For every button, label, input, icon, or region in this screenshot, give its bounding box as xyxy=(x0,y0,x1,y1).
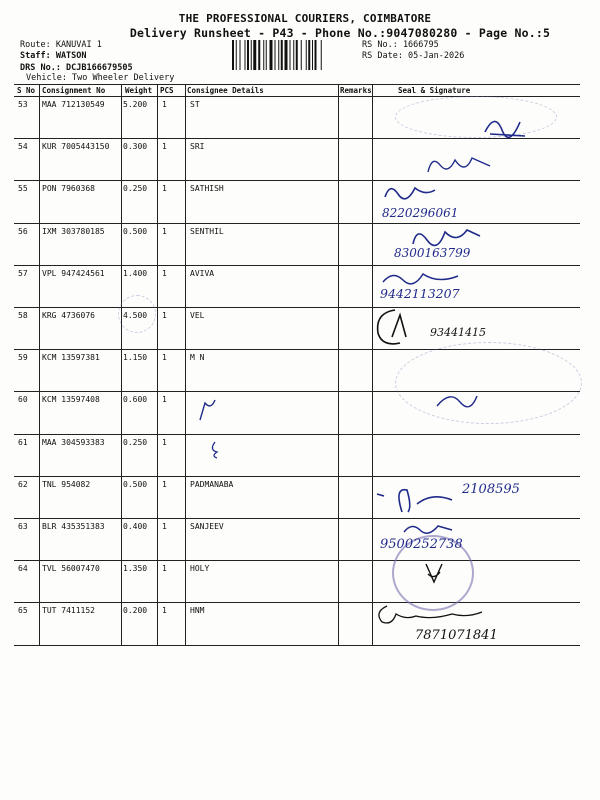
row-weight: 0.500 xyxy=(123,226,148,236)
barcode-bar xyxy=(308,40,310,70)
signature-scribble xyxy=(420,150,500,180)
table-rule xyxy=(14,223,580,224)
row-weight: 0.300 xyxy=(123,142,148,152)
barcode-bar xyxy=(290,40,291,70)
signature-scribble xyxy=(480,112,530,142)
row-weight: 0.600 xyxy=(123,395,148,405)
barcode-bar xyxy=(266,40,267,70)
rs-number: RS No.: 1666795 xyxy=(362,40,439,50)
barcode-bar xyxy=(285,40,288,70)
barcode-bar xyxy=(278,40,279,70)
row-weight: 0.250 xyxy=(123,184,148,194)
barcode-bar xyxy=(247,40,249,70)
row-weight: 0.500 xyxy=(123,479,148,489)
row-consignee: HNM xyxy=(190,606,205,616)
row-sno: 53 xyxy=(18,100,28,109)
signature-scribble xyxy=(400,520,460,538)
table-rule xyxy=(14,307,580,308)
signature-scribble xyxy=(378,268,468,288)
col-consignment: Consignment No xyxy=(42,86,106,95)
row-consignee: HOLY xyxy=(190,564,210,574)
signature-scribble xyxy=(432,388,482,410)
barcode-bar xyxy=(240,40,241,70)
row-sno: 56 xyxy=(18,226,28,236)
barcode-bar xyxy=(293,40,294,70)
row-consignment-no: KCM 13597381 xyxy=(42,353,100,363)
stamp-impression xyxy=(118,295,156,333)
row-consignment-no: TVL 56007470 xyxy=(42,564,100,574)
barcode-bar xyxy=(306,40,307,70)
row-sno: 55 xyxy=(18,184,28,194)
row-weight: 1.350 xyxy=(123,564,148,574)
row-sno: 61 xyxy=(18,437,28,447)
table-rule xyxy=(14,518,580,519)
row-weight: 5.200 xyxy=(123,100,148,109)
row-sno: 54 xyxy=(18,142,28,152)
signature-phone: 93441415 xyxy=(430,326,486,339)
barcode-bar xyxy=(232,40,234,70)
table-rule xyxy=(14,560,580,561)
col-pcs: PCS xyxy=(160,86,174,95)
row-consignment-no: KCM 13597408 xyxy=(42,395,100,405)
row-consignee: M N xyxy=(190,353,205,363)
barcode-bar xyxy=(296,40,298,70)
staff-label: Staff: WATSON xyxy=(20,51,87,61)
table-rule xyxy=(157,84,158,645)
row-pcs: 1 xyxy=(162,395,167,405)
signature-phone: 8220296061 xyxy=(382,206,459,220)
row-weight: 0.250 xyxy=(123,437,148,447)
signature-scribble xyxy=(372,598,502,628)
signature-scribble xyxy=(420,560,450,586)
signature-scribble xyxy=(405,226,495,248)
row-consignment-no: BLR 435351383 xyxy=(42,522,105,531)
row-consignment-no: KRG 4736076 xyxy=(42,311,95,320)
col-sno: S No xyxy=(17,86,36,95)
row-consignee: SRI xyxy=(190,142,205,152)
route-label: Route: KANUVAI 1 xyxy=(20,40,102,50)
col-consignee: Consignee Details xyxy=(187,86,264,95)
row-weight: 1.400 xyxy=(123,268,148,278)
barcode-bar xyxy=(236,40,237,70)
row-pcs: 1 xyxy=(162,606,167,616)
barcode-bar xyxy=(301,40,302,70)
signature-phone: 9442113207 xyxy=(380,286,460,301)
table-rule xyxy=(14,180,580,181)
row-consignment-no: TUT 7411152 xyxy=(42,606,95,616)
row-consignee: SENTHIL xyxy=(190,226,224,236)
barcode-bar xyxy=(275,40,276,70)
col-weight: Weight xyxy=(125,86,153,95)
row-consignment-no: KUR 7005443150 xyxy=(42,142,110,152)
row-consignment-no: MAA 304593383 xyxy=(42,437,105,447)
signature-scribble xyxy=(195,395,225,425)
barcode-bar xyxy=(245,40,246,70)
row-pcs: 1 xyxy=(162,437,167,447)
table-rule xyxy=(121,84,122,645)
row-consignee: AVIVA xyxy=(190,268,215,278)
signature-phone: 9500252738 xyxy=(380,537,463,552)
table-rule xyxy=(185,84,186,645)
barcode-bar xyxy=(253,40,256,70)
barcode-bar xyxy=(263,40,264,70)
row-weight: 0.200 xyxy=(123,606,148,616)
barcode-image xyxy=(232,40,356,70)
row-sno: 65 xyxy=(18,606,28,616)
row-consignee: VEL xyxy=(190,311,205,320)
barcode-bar xyxy=(315,40,317,70)
runsheet-subtitle: Delivery Runsheet - P43 - Phone No.:9047080280 - Page No.:5 xyxy=(129,26,551,40)
row-pcs: 1 xyxy=(162,311,167,320)
row-sno: 63 xyxy=(18,522,28,531)
barcode-bar xyxy=(281,40,283,70)
signature-phone: 8300163799 xyxy=(394,246,471,260)
vehicle-label: Vehicle: Two Wheeler Delivery xyxy=(26,73,175,83)
signature-scribble xyxy=(380,182,480,202)
row-pcs: 1 xyxy=(162,479,167,489)
table-rule xyxy=(39,84,40,645)
row-weight: 1.150 xyxy=(123,353,148,363)
row-weight: 0.400 xyxy=(123,522,148,531)
row-pcs: 1 xyxy=(162,564,167,574)
row-sno: 59 xyxy=(18,353,28,363)
col-remarks: Remarks xyxy=(340,86,372,95)
stamp-impression xyxy=(395,342,582,424)
row-sno: 60 xyxy=(18,395,28,405)
table-rule xyxy=(14,434,580,435)
barcode-bar xyxy=(321,40,322,70)
row-consignment-no: VPL 947424561 xyxy=(42,268,105,278)
row-pcs: 1 xyxy=(162,184,167,194)
row-sno: 64 xyxy=(18,564,28,574)
table-rule xyxy=(14,265,580,266)
row-sno: 57 xyxy=(18,268,28,278)
row-consignment-no: MAA 712130549 xyxy=(42,100,105,109)
row-sno: 58 xyxy=(18,311,28,320)
row-pcs: 1 xyxy=(162,353,167,363)
row-consignee: ST xyxy=(190,100,200,109)
row-consignee: PADMANABA xyxy=(190,479,234,489)
signature-scribble xyxy=(370,305,430,350)
row-consignment-no: PON 7960368 xyxy=(42,184,95,194)
row-pcs: 1 xyxy=(162,100,167,109)
signature-scribble xyxy=(205,438,225,462)
row-pcs: 1 xyxy=(162,522,167,531)
signature-scribble xyxy=(372,482,462,517)
stamp-impression xyxy=(395,96,557,138)
signature-phone: 2108595 xyxy=(462,482,520,497)
row-weight: 4.500 xyxy=(123,311,148,320)
table-rule xyxy=(14,476,580,477)
barcode-bar xyxy=(312,40,313,70)
drs-label: DRS No.: DCJB166679505 xyxy=(20,63,133,73)
barcode-bar xyxy=(258,40,260,70)
table-rule xyxy=(14,84,580,85)
row-pcs: 1 xyxy=(162,226,167,236)
row-consignment-no: TNL 954082 xyxy=(42,479,91,489)
barcode-bar xyxy=(270,40,273,70)
signature-phone: 7871071841 xyxy=(415,628,498,643)
barcode-bar xyxy=(251,40,252,70)
row-consignee: SATHISH xyxy=(190,184,224,194)
table-rule xyxy=(14,645,580,646)
row-pcs: 1 xyxy=(162,268,167,278)
col-seal-signature: Seal & Signature xyxy=(398,86,471,95)
table-rule xyxy=(338,84,339,645)
company-title: THE PROFESSIONAL COURIERS, COIMBATORE xyxy=(178,12,432,25)
row-sno: 62 xyxy=(18,479,28,489)
row-consignee: SANJEEV xyxy=(190,522,224,531)
row-consignment-no: IXM 303780185 xyxy=(42,226,105,236)
row-pcs: 1 xyxy=(162,142,167,152)
rs-date: RS Date: 05-Jan-2026 xyxy=(362,51,465,61)
table-rule xyxy=(372,84,373,645)
